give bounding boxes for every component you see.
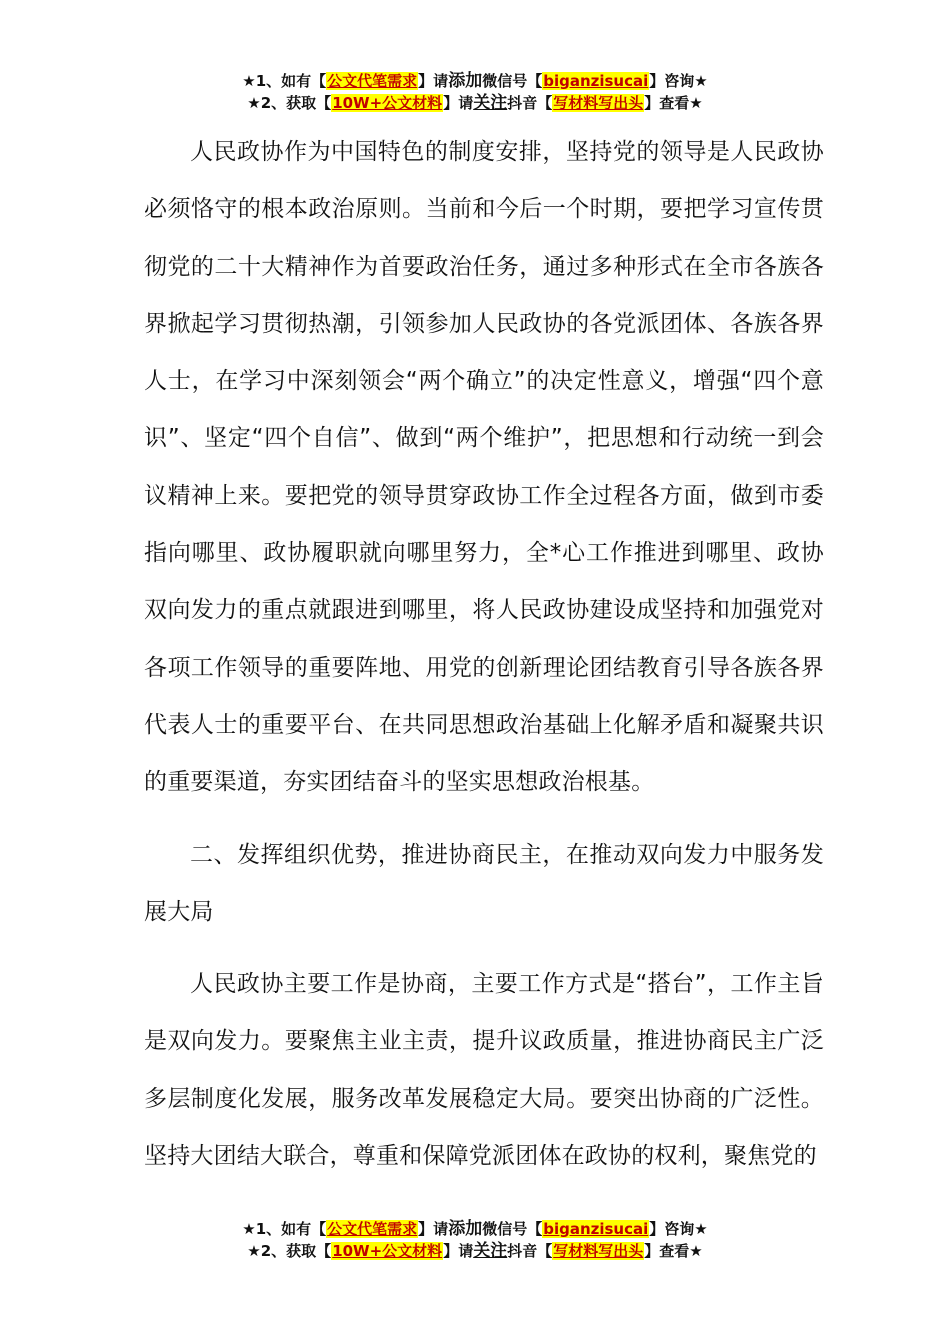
banner-highlight: 写材料写出头 [553,94,644,112]
banner-highlight: 公文代笔需求 [327,72,418,90]
paragraph: 人民政协作为中国特色的制度安排，坚持党的领导是人民政协必须恪守的根本政治原则。当前和今后一个时期，要把学习宣传贯彻党的二十大精神作为首要政治任务，通过多种形式在全市各族各界掀起学习贯彻热潮，引领参加人民政协的各党派团体、各族各界人士，在学习中深刻领会“两个确立”的决定性意义，增强“四个意识”、坚定“四个自信”、做到“两个维护”，把思想和行动统一到会议精神上来。要把党的领导贯穿政协工作全过程各方面，做到市委指向哪里、政协履职就向哪里努力，全*心工作推进到哪里、政协双向发力的重点就跟进到哪里，将人民政协建设成坚持和加强党对各项工作领导的重要阵地、用党的创新理论团结教育引导各族各界代表人士的重要平台、在共同思想政治基础上化解矛盾和凝聚共识的重要渠道，夯实团结奋斗的坚实思想政治根基。 [144,139,824,796]
banner-highlight: 10W+公文材料 [332,1242,443,1260]
banner-text: 】查看★ [644,1242,703,1260]
banner-wechat-id: biganzisucai [543,1220,649,1238]
banner-text: 加 [465,71,483,91]
footer-banner [0,1218,950,1262]
paragraph: 人民政协主要工作是协商，主要工作方式是“搭台”，工作主旨是双向发力。要聚焦主业主责，提升议政质量，推进协商民主广泛多层制度化发展，服务改革发展稳定大局。要突出协商的广泛性。坚持大团结大联合，尊重和保障党派团体在政协的权利，聚焦党的 [144,971,824,1170]
banner-text: 】查看★ [644,94,703,112]
banner-line-2 [0,92,950,114]
banner-text: 添 [448,71,466,91]
banner-text: 】请 [418,1220,449,1238]
banner-text: 关注 [473,1241,508,1261]
banner-text: 关注 [473,93,508,113]
banner-text: 抖音【 [507,1242,553,1260]
banner-text: 加 [465,1219,483,1239]
banner-text: ★2、获取【 [247,94,332,112]
banner-text: ★1、如有【 [242,72,327,90]
banner-highlight: 公文代笔需求 [327,1220,418,1238]
banner-text: ★1、如有【 [242,1220,327,1238]
banner-text: 微信号【 [482,72,543,90]
banner-line-2 [0,1240,950,1262]
banner-text: 】咨询★ [649,72,708,90]
banner-text: 抖音【 [507,94,553,112]
banner-text: 】请 [443,94,474,112]
banner-text: 】咨询★ [649,1220,708,1238]
header-banner [0,70,950,114]
banner-text: 】请 [418,72,449,90]
document-body [144,124,824,1185]
banner-text: 】请 [443,1242,474,1260]
banner-text: 微信号【 [482,1220,543,1238]
banner-line-1 [0,1218,950,1240]
banner-text: 添 [448,1219,466,1239]
banner-line-1 [0,70,950,92]
banner-highlight: 10W+公文材料 [332,94,443,112]
banner-wechat-id: biganzisucai [543,72,649,90]
banner-highlight: 写材料写出头 [553,1242,644,1260]
banner-text: ★2、获取【 [247,1242,332,1260]
section-heading: 二、发挥组织优势，推进协商民主，在推动双向发力中服务发展大局 [144,841,824,925]
